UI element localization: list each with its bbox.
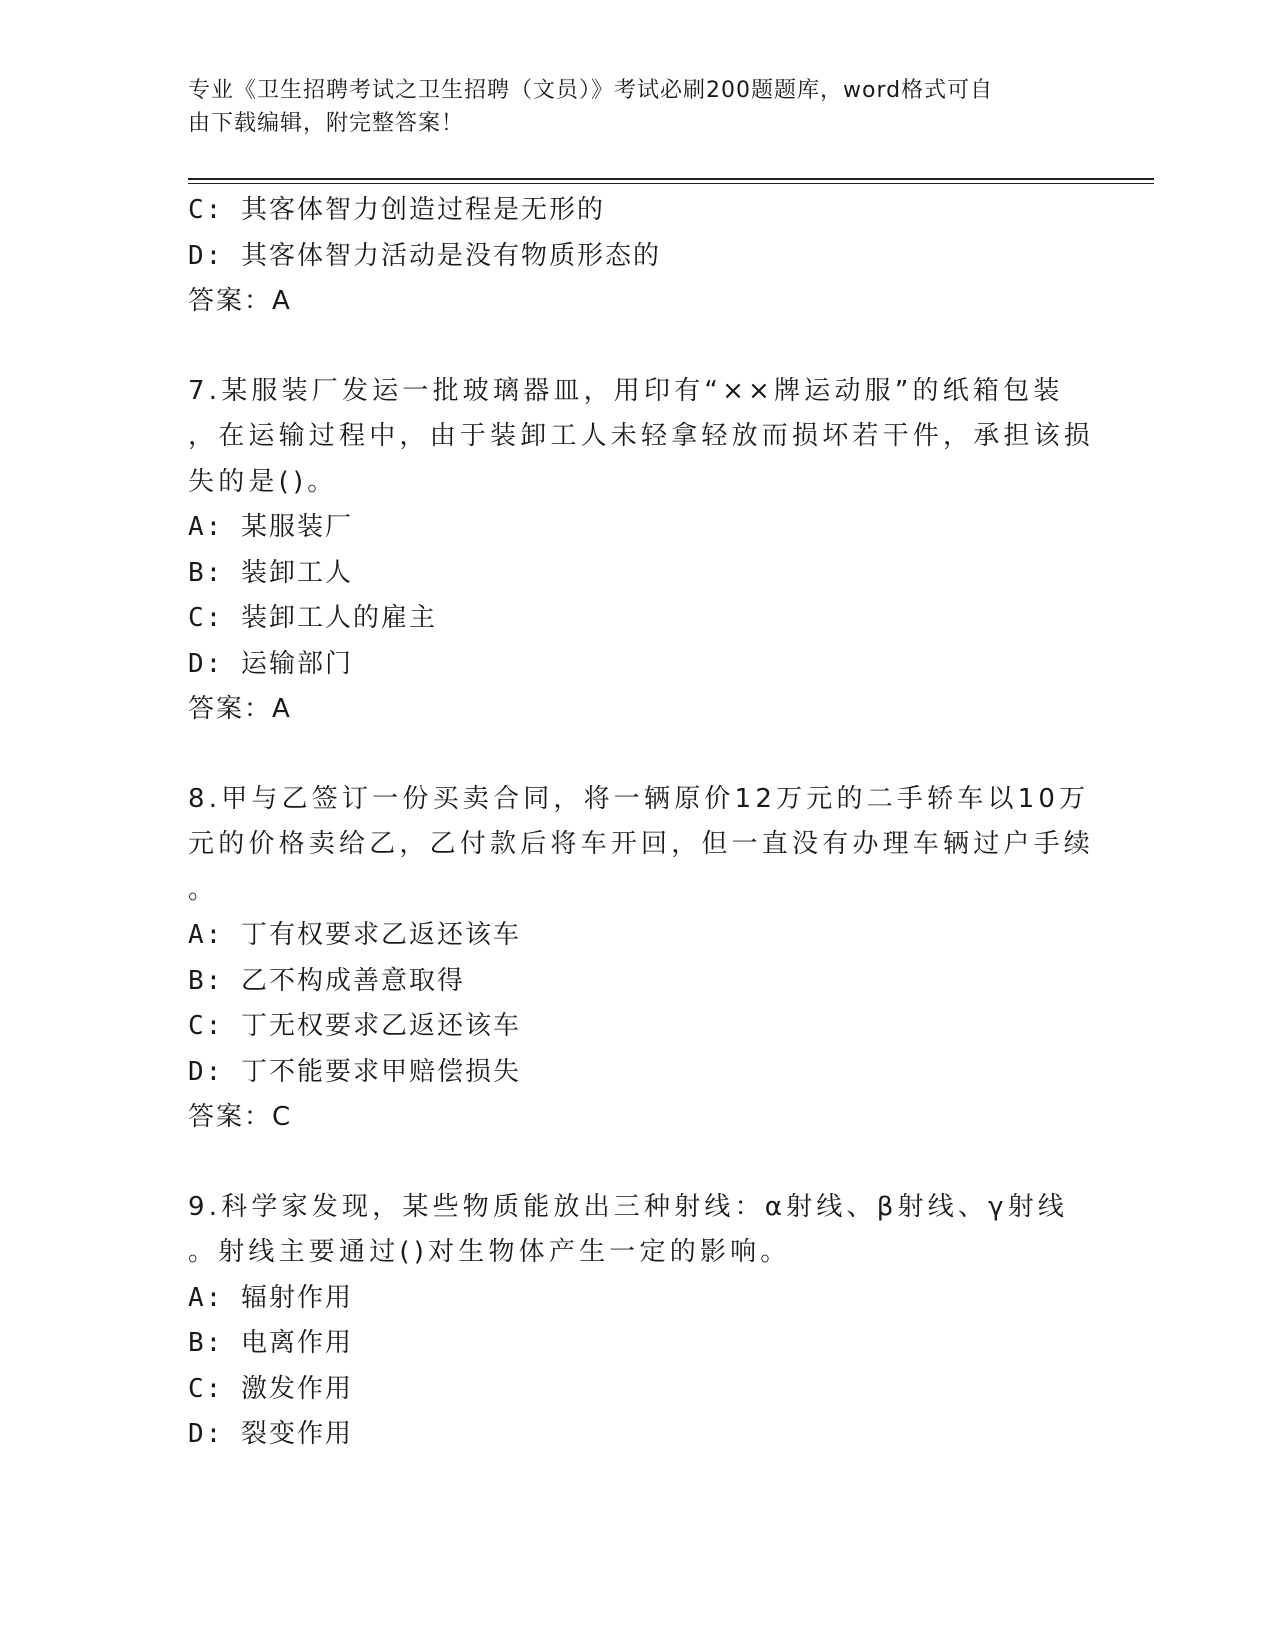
header-rule-thick xyxy=(188,178,1154,180)
spacer xyxy=(188,733,1088,777)
option-c: C: 丁无权要求乙返还该车 xyxy=(188,1011,521,1041)
option-b: B: 乙不构成善意取得 xyxy=(188,965,465,996)
spacer xyxy=(188,1141,1088,1185)
option-c: C: 激发作用 xyxy=(188,1373,353,1404)
question-7 xyxy=(188,369,1095,733)
question-stem-line: 元的价格卖给乙，乙付款后将车开回，但一直没有办理车辆过户手续 xyxy=(188,829,1095,859)
question-content xyxy=(188,188,1095,1458)
option-d: D: 裂变作用 xyxy=(188,1419,353,1449)
option-b: B: 装卸工人 xyxy=(188,557,353,588)
answer-line: 答案：A xyxy=(188,286,292,316)
document-header xyxy=(188,74,1068,140)
option-b: B: 电离作用 xyxy=(188,1328,353,1358)
question-9 xyxy=(188,1185,1088,1458)
spacer xyxy=(188,325,1088,369)
answer-line: 答案：C xyxy=(188,1102,293,1132)
question-6-fragment xyxy=(188,188,1088,325)
header-rule-thin xyxy=(188,183,1154,184)
question-stem-line: 8.甲与乙签订一份买卖合同，将一辆原价12万元的二手轿车以10万 xyxy=(188,783,1090,814)
question-stem-line: 7.某服装厂发运一批玻璃器皿，用印有“××牌运动服”的纸箱包装 xyxy=(188,375,1064,406)
option-c: C: 其客体智力创造过程是无形的 xyxy=(188,195,605,225)
question-8 xyxy=(188,777,1095,1141)
option-d: D: 运输部门 xyxy=(188,648,353,679)
question-stem-line: ，在运输过程中，由于装卸工人未轻拿轻放而损坏若干件，承担该损 xyxy=(188,421,1095,451)
option-a: A: 某服装厂 xyxy=(188,512,353,542)
header-line-2: 由下载编辑，附完整答案！ xyxy=(188,111,465,136)
option-d: D: 丁不能要求甲赔偿损失 xyxy=(188,1056,521,1087)
question-stem-line: 。 xyxy=(188,874,219,905)
question-stem-line: 9.科学家发现，某些物质能放出三种射线：α射线、β射线、γ射线 xyxy=(188,1191,1069,1222)
option-c: C: 装卸工人的雇主 xyxy=(188,603,437,633)
question-stem-line: 失的是()。 xyxy=(188,466,338,497)
header-line-1: 专业《卫生招聘考试之卫生招聘（文员）》考试必刷200题题库，word格式可自 xyxy=(188,78,994,103)
option-d: D: 其客体智力活动是没有物质形态的 xyxy=(188,240,661,271)
option-a: A: 辐射作用 xyxy=(188,1282,353,1313)
answer-line: 答案：A xyxy=(188,694,292,724)
question-stem-line: 。射线主要通过()对生物体产生一定的影响。 xyxy=(188,1237,791,1267)
option-a: A: 丁有权要求乙返还该车 xyxy=(188,920,521,950)
